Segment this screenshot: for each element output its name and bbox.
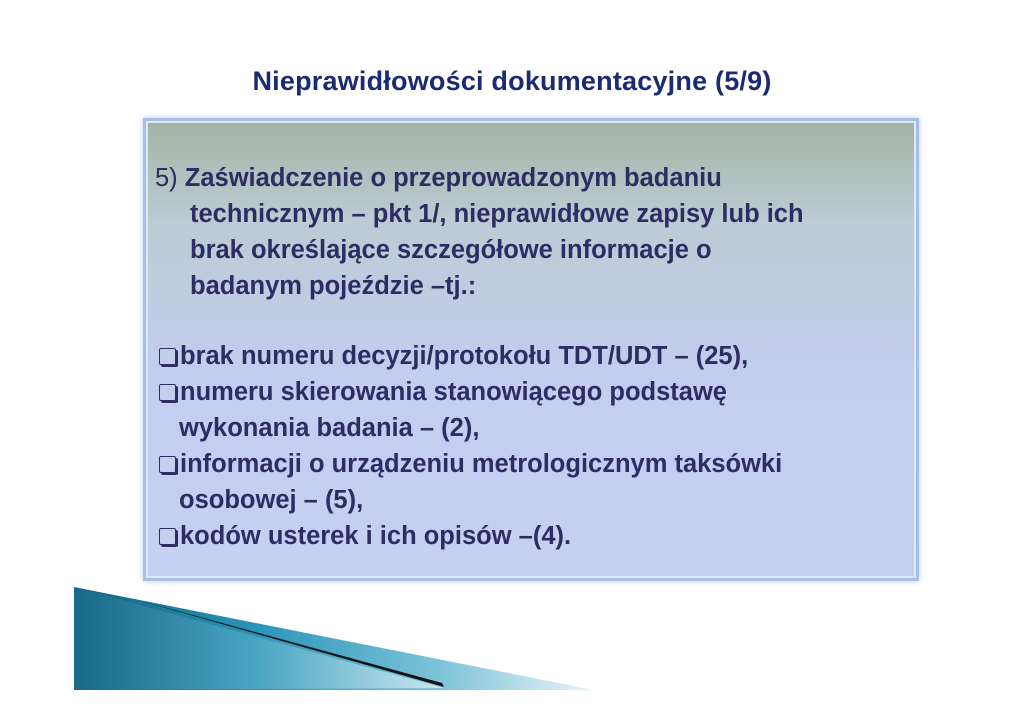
bullet-item-3 xyxy=(155,446,915,518)
bullet-text: brak numeru decyzji/protokołu TDT/UDT – (25), xyxy=(180,342,749,370)
bullet-item-2 xyxy=(155,374,915,446)
intro-line-4: badanym pojeździe –tj.: xyxy=(190,272,477,300)
content-text xyxy=(155,160,915,554)
slide-title: Nieprawidłowości dokumentacyjne (5/9) xyxy=(252,66,772,96)
intro-text-1: Zaświadczenie o przeprowadzonym badaniu xyxy=(184,164,722,192)
checkbox-icon xyxy=(159,348,176,365)
item-number: 5) xyxy=(155,164,178,192)
bullet-text: informacji o urządzeniu metrologicznym taksówki xyxy=(180,450,783,478)
bullet-item-1 xyxy=(155,338,915,374)
checkbox-icon xyxy=(159,528,176,545)
bullet-continuation: osobowej – (5), xyxy=(179,486,364,514)
bullet-continuation: wykonania badania – (2), xyxy=(179,414,480,442)
bullet-item-4 xyxy=(155,518,915,554)
decorative-swoosh xyxy=(74,587,594,690)
intro-line-2: technicznym – pkt 1/, nieprawidłowe zapisy lub ich xyxy=(190,200,804,228)
intro-line-3: brak określające szczegółowe informacje o xyxy=(190,236,712,264)
bullet-text: kodów usterek i ich opisów –(4). xyxy=(180,522,572,550)
intro-line-1 xyxy=(155,160,915,196)
checkbox-icon xyxy=(159,456,176,473)
bullet-text: numeru skierowania stanowiącego podstawę xyxy=(180,378,727,406)
checkbox-icon xyxy=(159,384,176,401)
